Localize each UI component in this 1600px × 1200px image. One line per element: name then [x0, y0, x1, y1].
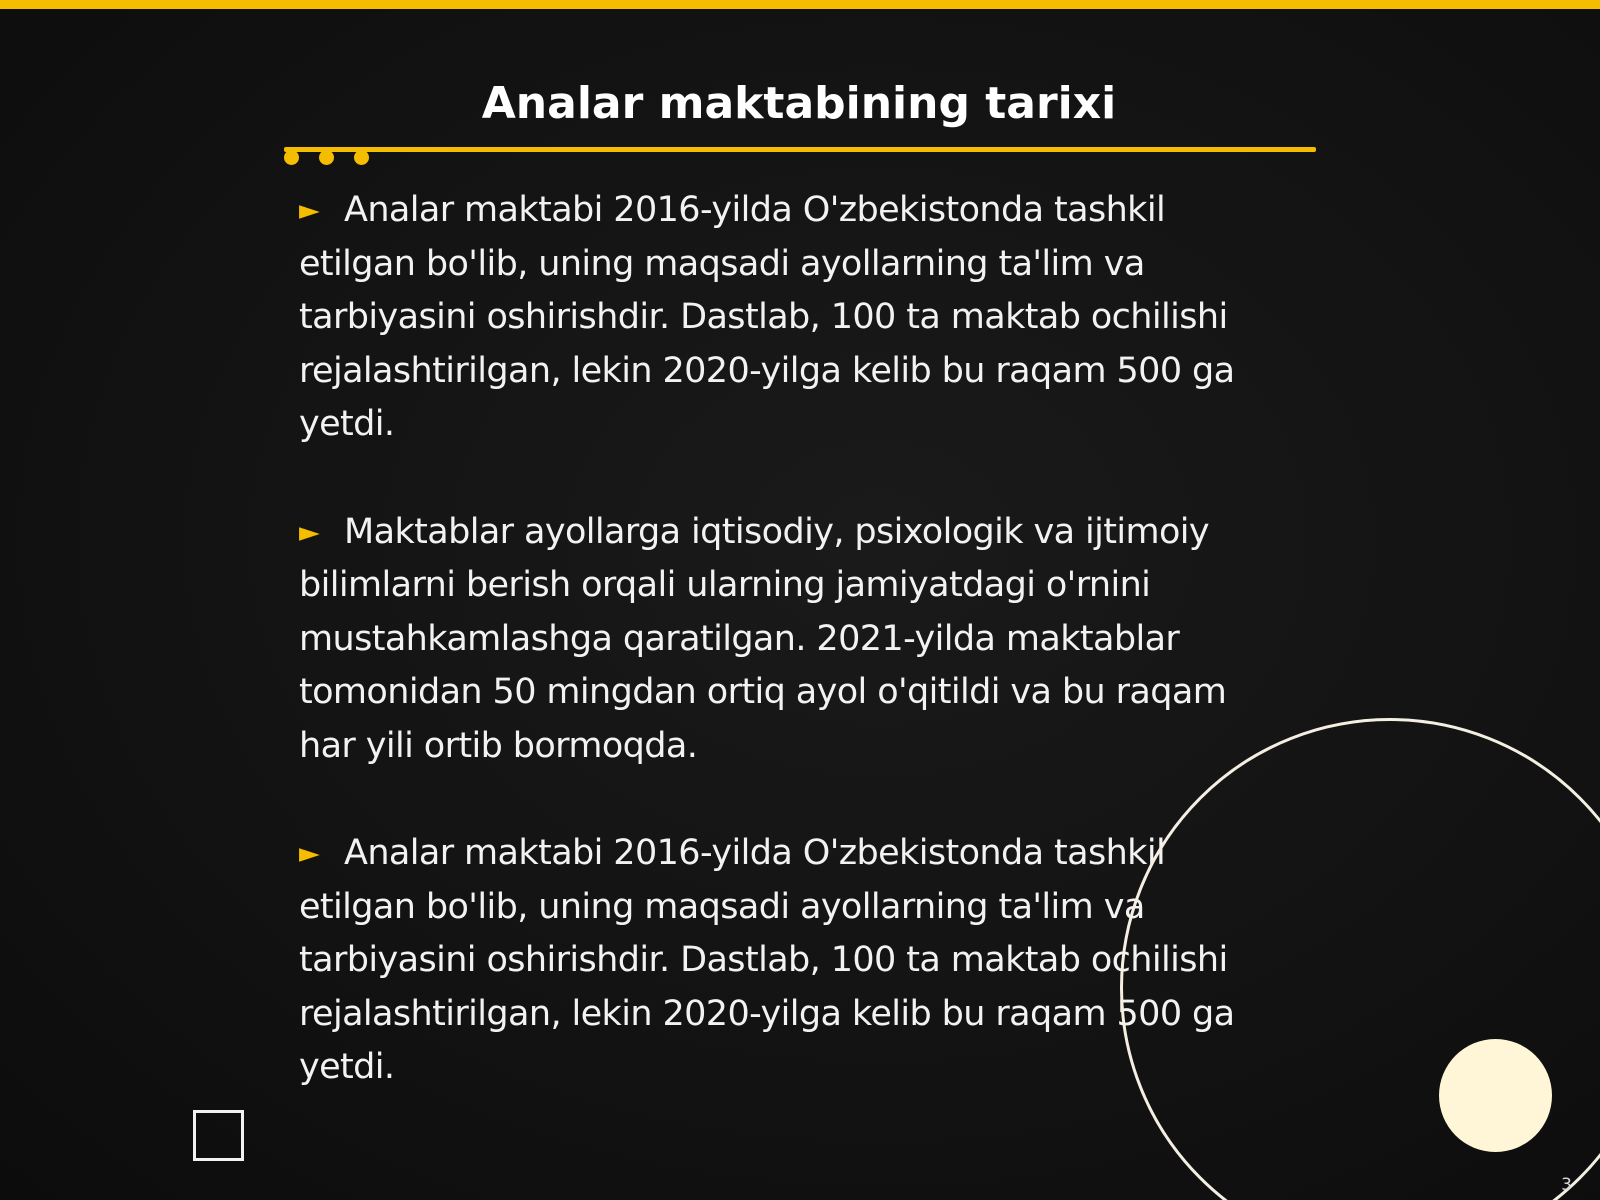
paragraph-text: Analar maktabi 2016-yilda O'zbekistonda tashkil etilgan bo'lib, uning maqsadi ayollarning ta'lim va tarbiyasini oshirishdir. Dastlab, 100 ta maktab ochilishi rejalashtirilgan, lekin 2020-yilga kelib bu raqam 500 ga yetdi.: [299, 833, 1235, 1087]
bullet-paragraph: [299, 184, 1289, 452]
slide-title: Analar maktabining tarixi: [481, 78, 1117, 129]
page-number: 3: [1561, 1175, 1572, 1195]
decorative-circle-filled: [1439, 1039, 1552, 1152]
decorative-dot: [284, 150, 299, 165]
decorative-square-outline: [193, 1110, 244, 1161]
paragraph-text: Maktablar ayollarga iqtisodiy, psixologik va ijtimoiy bilimlarni berish orqali ularning jamiyatdagi o'rnini mustahkamlashga qaratilgan. 2021-yilda maktablar tomonidan 50 mingdan ortiq ayol o'qitildi va bu raqam har yili ortib bormoqda.: [299, 511, 1227, 766]
triangle-bullet-icon: ►: [299, 516, 320, 548]
triangle-bullet-icon: ►: [299, 838, 320, 869]
triangle-bullet-icon: ►: [299, 195, 320, 226]
decorative-dot: [354, 150, 369, 165]
title-underline: [284, 147, 1316, 152]
bullet-paragraph: [299, 506, 1289, 774]
paragraph-text: Analar maktabi 2016-yilda O'zbekistonda tashkil etilgan bo'lib, uning maqsadi ayollarning ta'lim va tarbiyasini oshirishdir. Dastlab, 100 ta maktab ochilishi rejalashtirilgan, lekin 2020-yilga kelib bu raqam 500 ga yetdi.: [299, 190, 1235, 444]
decorative-dot: [319, 150, 334, 165]
top-accent-bar: [0, 0, 1600, 9]
